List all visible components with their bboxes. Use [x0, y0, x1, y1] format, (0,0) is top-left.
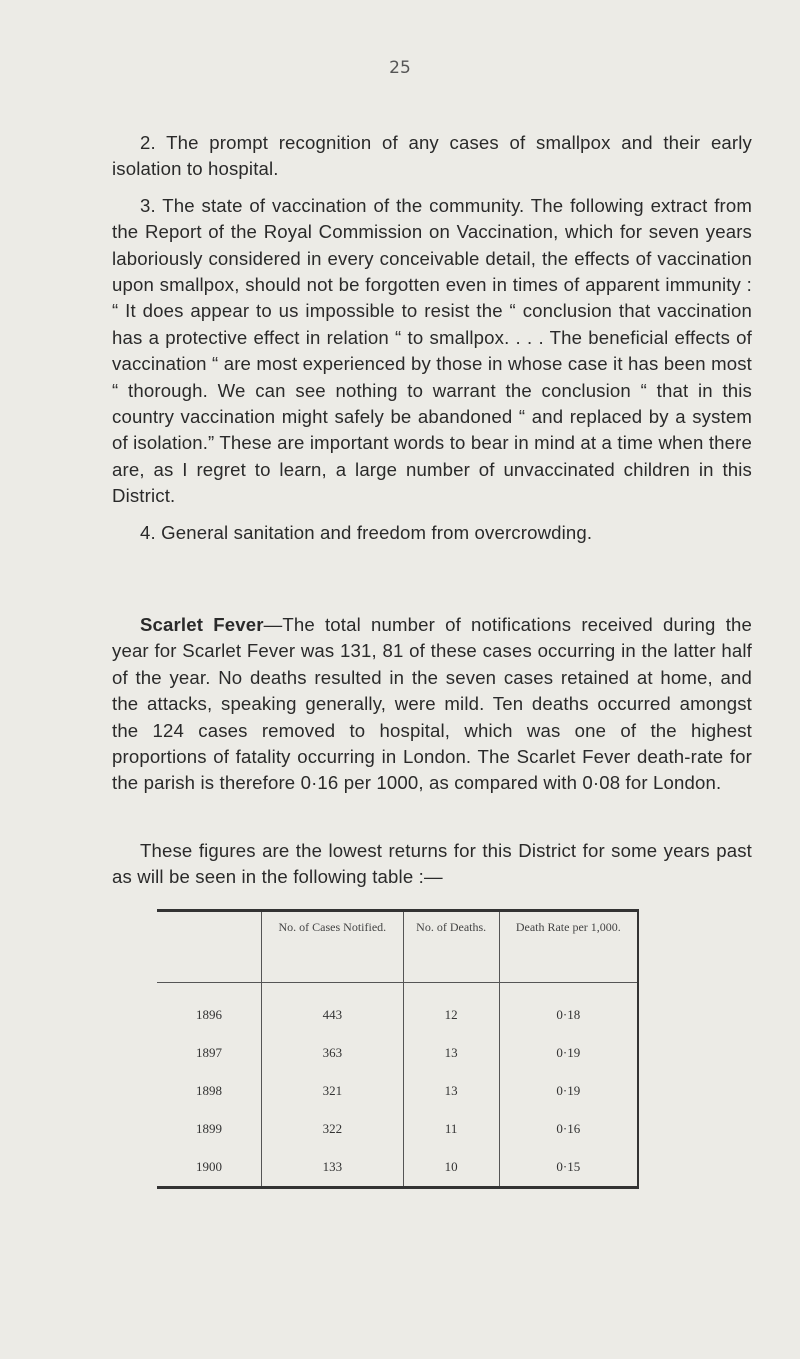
scarlet-fever-paragraph — [112, 612, 752, 797]
cases-cell: 363 — [262, 1034, 404, 1072]
deaths-cell: 12 — [403, 983, 499, 1035]
figures-paragraph — [112, 838, 752, 891]
rate-cell: 0·19 — [499, 1034, 637, 1072]
deaths-cell: 11 — [403, 1110, 499, 1148]
table-row — [157, 1148, 637, 1186]
scarlet-fever-table — [157, 909, 639, 1189]
cases-cell: 443 — [262, 983, 404, 1035]
rate-cell: 0·19 — [499, 1072, 637, 1110]
deaths-cell: 10 — [403, 1148, 499, 1186]
page-number: 25 — [389, 58, 411, 78]
rate-cell: 0·15 — [499, 1148, 637, 1186]
year-cell: 1900 — [196, 1159, 222, 1175]
table-header-cases: No. of Cases Notified. — [262, 912, 404, 983]
table-header-deaths: No. of Deaths. — [403, 912, 499, 983]
year-cell: 1898 — [196, 1083, 222, 1099]
deaths-cell: 13 — [403, 1034, 499, 1072]
year-cell: 1899 — [196, 1121, 222, 1137]
item-4: 4. General sanitation and freedom from overcrowding. — [140, 521, 593, 543]
year-cell: 1896 — [196, 1007, 222, 1023]
table-header-rate: Death Rate per 1,000. — [499, 912, 637, 983]
cases-cell: 321 — [262, 1072, 404, 1110]
deaths-cell: 13 — [403, 1072, 499, 1110]
numbered-items — [112, 130, 752, 546]
scarlet-fever-text: —The total number of notifications received during the year for Scarlet Fever was 131, 81 of these cases occurring in the latter half of the year. No deaths resulted in the seven cases retained at home, and the attacks, speaking generally, were mild. Ten deaths occurred amongst the 124 cases removed to hospital, which was one of the highest proportions of fatality occurring in London. The Scarlet Fever death-rate for the parish is therefore 0·16 per 1000, as compared with 0·08 for London. — [112, 614, 752, 794]
rate-cell: 0·18 — [499, 983, 637, 1035]
table-row — [157, 1034, 637, 1072]
table-header-row — [157, 912, 637, 983]
table-header-year — [157, 912, 262, 983]
table-row — [157, 1072, 637, 1110]
cases-cell: 133 — [262, 1148, 404, 1186]
cases-cell: 322 — [262, 1110, 404, 1148]
item-2: 2. The prompt recognition of any cases of smallpox and their early isolation to hospital. — [112, 132, 752, 180]
scarlet-fever-heading: Scarlet Fever — [140, 614, 264, 635]
rate-cell: 0·16 — [499, 1110, 637, 1148]
table-row — [157, 983, 637, 1035]
year-cell: 1897 — [196, 1045, 222, 1061]
item-3: 3. The state of vaccination of the community. The following extract from the Report of the Royal Commission on Vaccination, which for seven years laboriously considered in every conceivable detail, the effects of vaccination upon smallpox, should not be forgotten even in times of apparent immunity : “ It does appear to us impossible to resist the “ conclusion that vaccination has a protective effect in relation “ to smallpox. . . . The beneficial effects of vaccination “ are most experienced by those in whose case it has been most “ thorough. We can see nothing to warrant the conclusion “ that in this country vaccination might safely be abandoned “ and replaced by a system of isolation.” These are important words to bear in mind at a time when there are, as I regret to learn, a large number of unvaccinated children in this District. — [112, 194, 752, 507]
table-row — [157, 1110, 637, 1148]
figures-text: These figures are the lowest returns for this District for some years past as will be seen in the following table :— — [112, 840, 752, 888]
